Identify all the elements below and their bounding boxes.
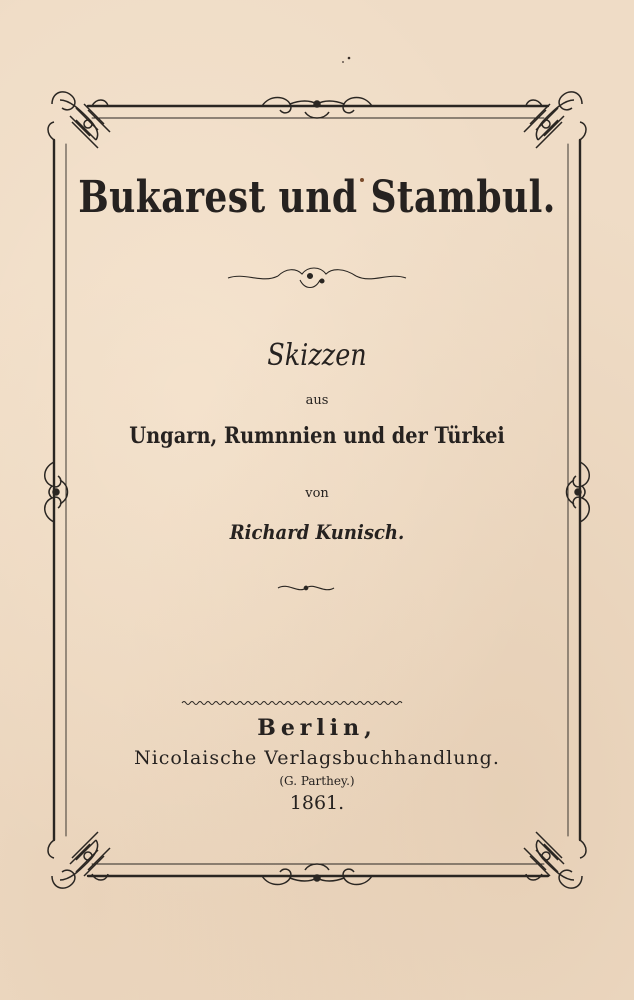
publisher-owner: (G. Parthey.) (279, 774, 355, 788)
corner-ornament-top-left (48, 92, 110, 148)
paper-speck (342, 61, 344, 63)
bottom-center-ornament (262, 864, 372, 885)
publisher-name: Nicolaische Verlagsbuchhandlung. (134, 747, 500, 769)
book-title: Bukarest und Stambul. (78, 172, 556, 223)
by-line-connector: von (305, 486, 329, 501)
subtitle-regions: Ungarn, Rumnnien und der Türkei (129, 423, 505, 449)
wavy-rule (182, 702, 402, 705)
corner-ornament-top-right (524, 92, 586, 148)
subtitle-connector: aus (305, 393, 329, 408)
author-name: Richard Kunisch. (229, 520, 405, 544)
corner-ornament-bottom-left (48, 832, 110, 888)
vine-divider (228, 268, 406, 288)
top-center-ornament (262, 98, 372, 119)
publication-place: Berlin, (257, 715, 377, 741)
publication-year: 1861. (289, 792, 345, 814)
paper-speck (348, 57, 351, 60)
corner-ornament-bottom-right (524, 832, 586, 888)
small-ornament (278, 586, 334, 590)
book-subtitle: Skizzen (267, 338, 367, 373)
